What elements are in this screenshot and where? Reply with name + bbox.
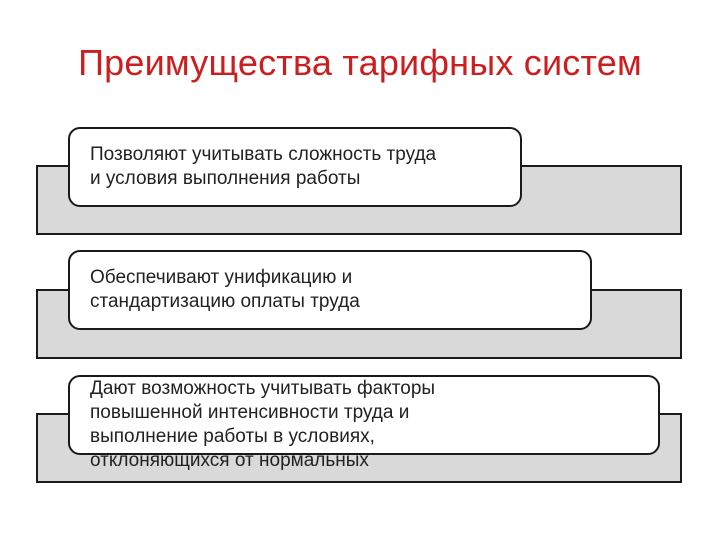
item-3-text: Дают возможность учитывать факторы повышенной интенсивности труда и выполнение работы в условиях, отклоняющихся от нормальных <box>90 378 436 471</box>
item-2-text: Обеспечивают унификацию и стандартизацию оплаты труда <box>90 267 360 312</box>
item-2-card <box>68 250 592 330</box>
item-3-card <box>68 375 660 471</box>
item-1-card <box>68 127 522 207</box>
item-1-text: Позволяют учитывать сложность труда и условия выполнения работы <box>90 144 437 189</box>
slide-title: Преимущества тарифных систем <box>78 42 642 83</box>
